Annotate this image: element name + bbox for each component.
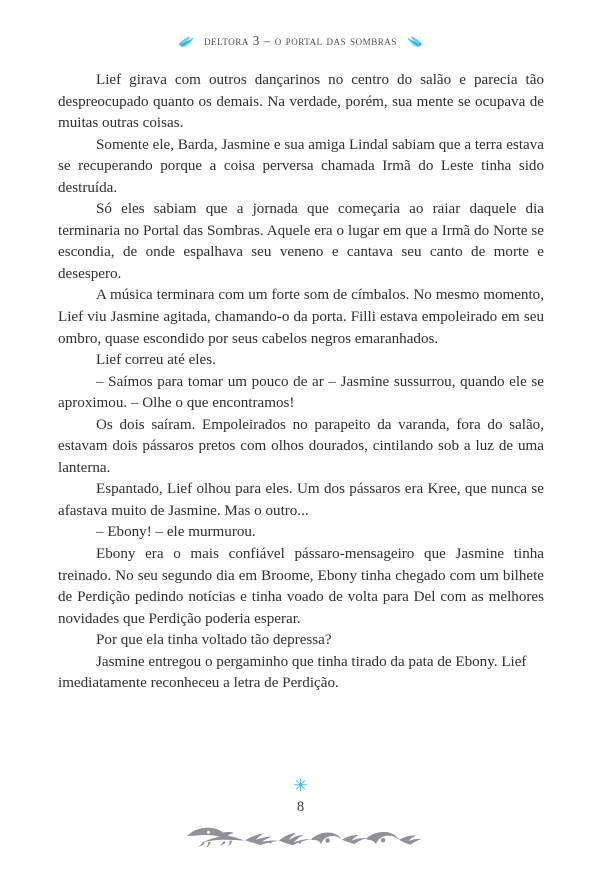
paragraph: Espantado, Lief olhou para eles. Um dos pássaros era Kree, que nunca se afastava muito de Jasmine. Mas o outro... bbox=[58, 481, 544, 519]
paragraph: Só eles sabiam que a jornada que começaria ao raiar daquele dia terminaria no Portal das Sombras. Aquele era o lugar em que a Irmã do Norte se escondia, de onde espalhava seu veneno e cantava seu canto de morte e desespero. bbox=[58, 201, 544, 282]
bird-ornament-right bbox=[406, 34, 423, 49]
body-text bbox=[58, 70, 544, 695]
paragraph: Os dois saíram. Empoleirados no parapeito da varanda, fora do salão, estavam dois pássaros pretos com olhos dourados, cintilando sob a luz de uma lanterna. bbox=[58, 416, 544, 476]
paragraph: – Ebony! – ele murmurou. bbox=[96, 524, 256, 541]
paragraph: Somente ele, Barda, Jasmine e sua amiga Lindal sabiam que a terra estava se recuperando porque a coisa perversa chamada Irmã do Leste tinha sido destruída. bbox=[58, 136, 544, 196]
running-head-title: deltora 3 – o portal das sombras bbox=[204, 33, 397, 48]
page-number: 8 bbox=[296, 799, 305, 815]
paragraph: – Saímos para tomar um pouco de ar – Jasmine sussurrou, quando ele se aproximou. – Olhe o que encontramos! bbox=[58, 373, 544, 412]
paragraph: Lief girava com outros dançarinos no centro do salão e parecia tão despreocupado quanto os demais. Na verdade, porém, sua mente se ocupava de muitas outras coisas. bbox=[58, 72, 544, 132]
running-head bbox=[0, 31, 601, 51]
page-footer bbox=[0, 763, 601, 873]
paragraph: Lief correu até eles. bbox=[96, 352, 216, 369]
snowflake-icon: ✳ bbox=[293, 776, 308, 796]
paragraph: A música terminara com um forte som de címbalos. No mesmo momento, Lief viu Jasmine agitada, chamando-o da porta. Filli estava empoleirado em seu ombro, quase escondido por seus cabelos negros emaranhados. bbox=[58, 287, 544, 347]
paragraph: Ebony era o mais confiável pássaro-mensageiro que Jasmine tinha treinado. No seu segundo dia em Broome, Ebony tinha chegado com um bilhete de Perdição pedindo notícias e tinha voado de volta para Del com as melhores novidades que Perdição poderia esperar. bbox=[58, 546, 544, 627]
dragon-flourish-icon bbox=[175, 819, 427, 853]
bird-ornament-left bbox=[178, 34, 195, 49]
paragraph: Jasmine entregou o pergaminho que tinha tirado da pata de Ebony. Lief imediatamente reconheceu a letra de Perdição. bbox=[58, 653, 527, 692]
paragraph: Por que ela tinha voltado tão depressa? bbox=[96, 632, 332, 649]
